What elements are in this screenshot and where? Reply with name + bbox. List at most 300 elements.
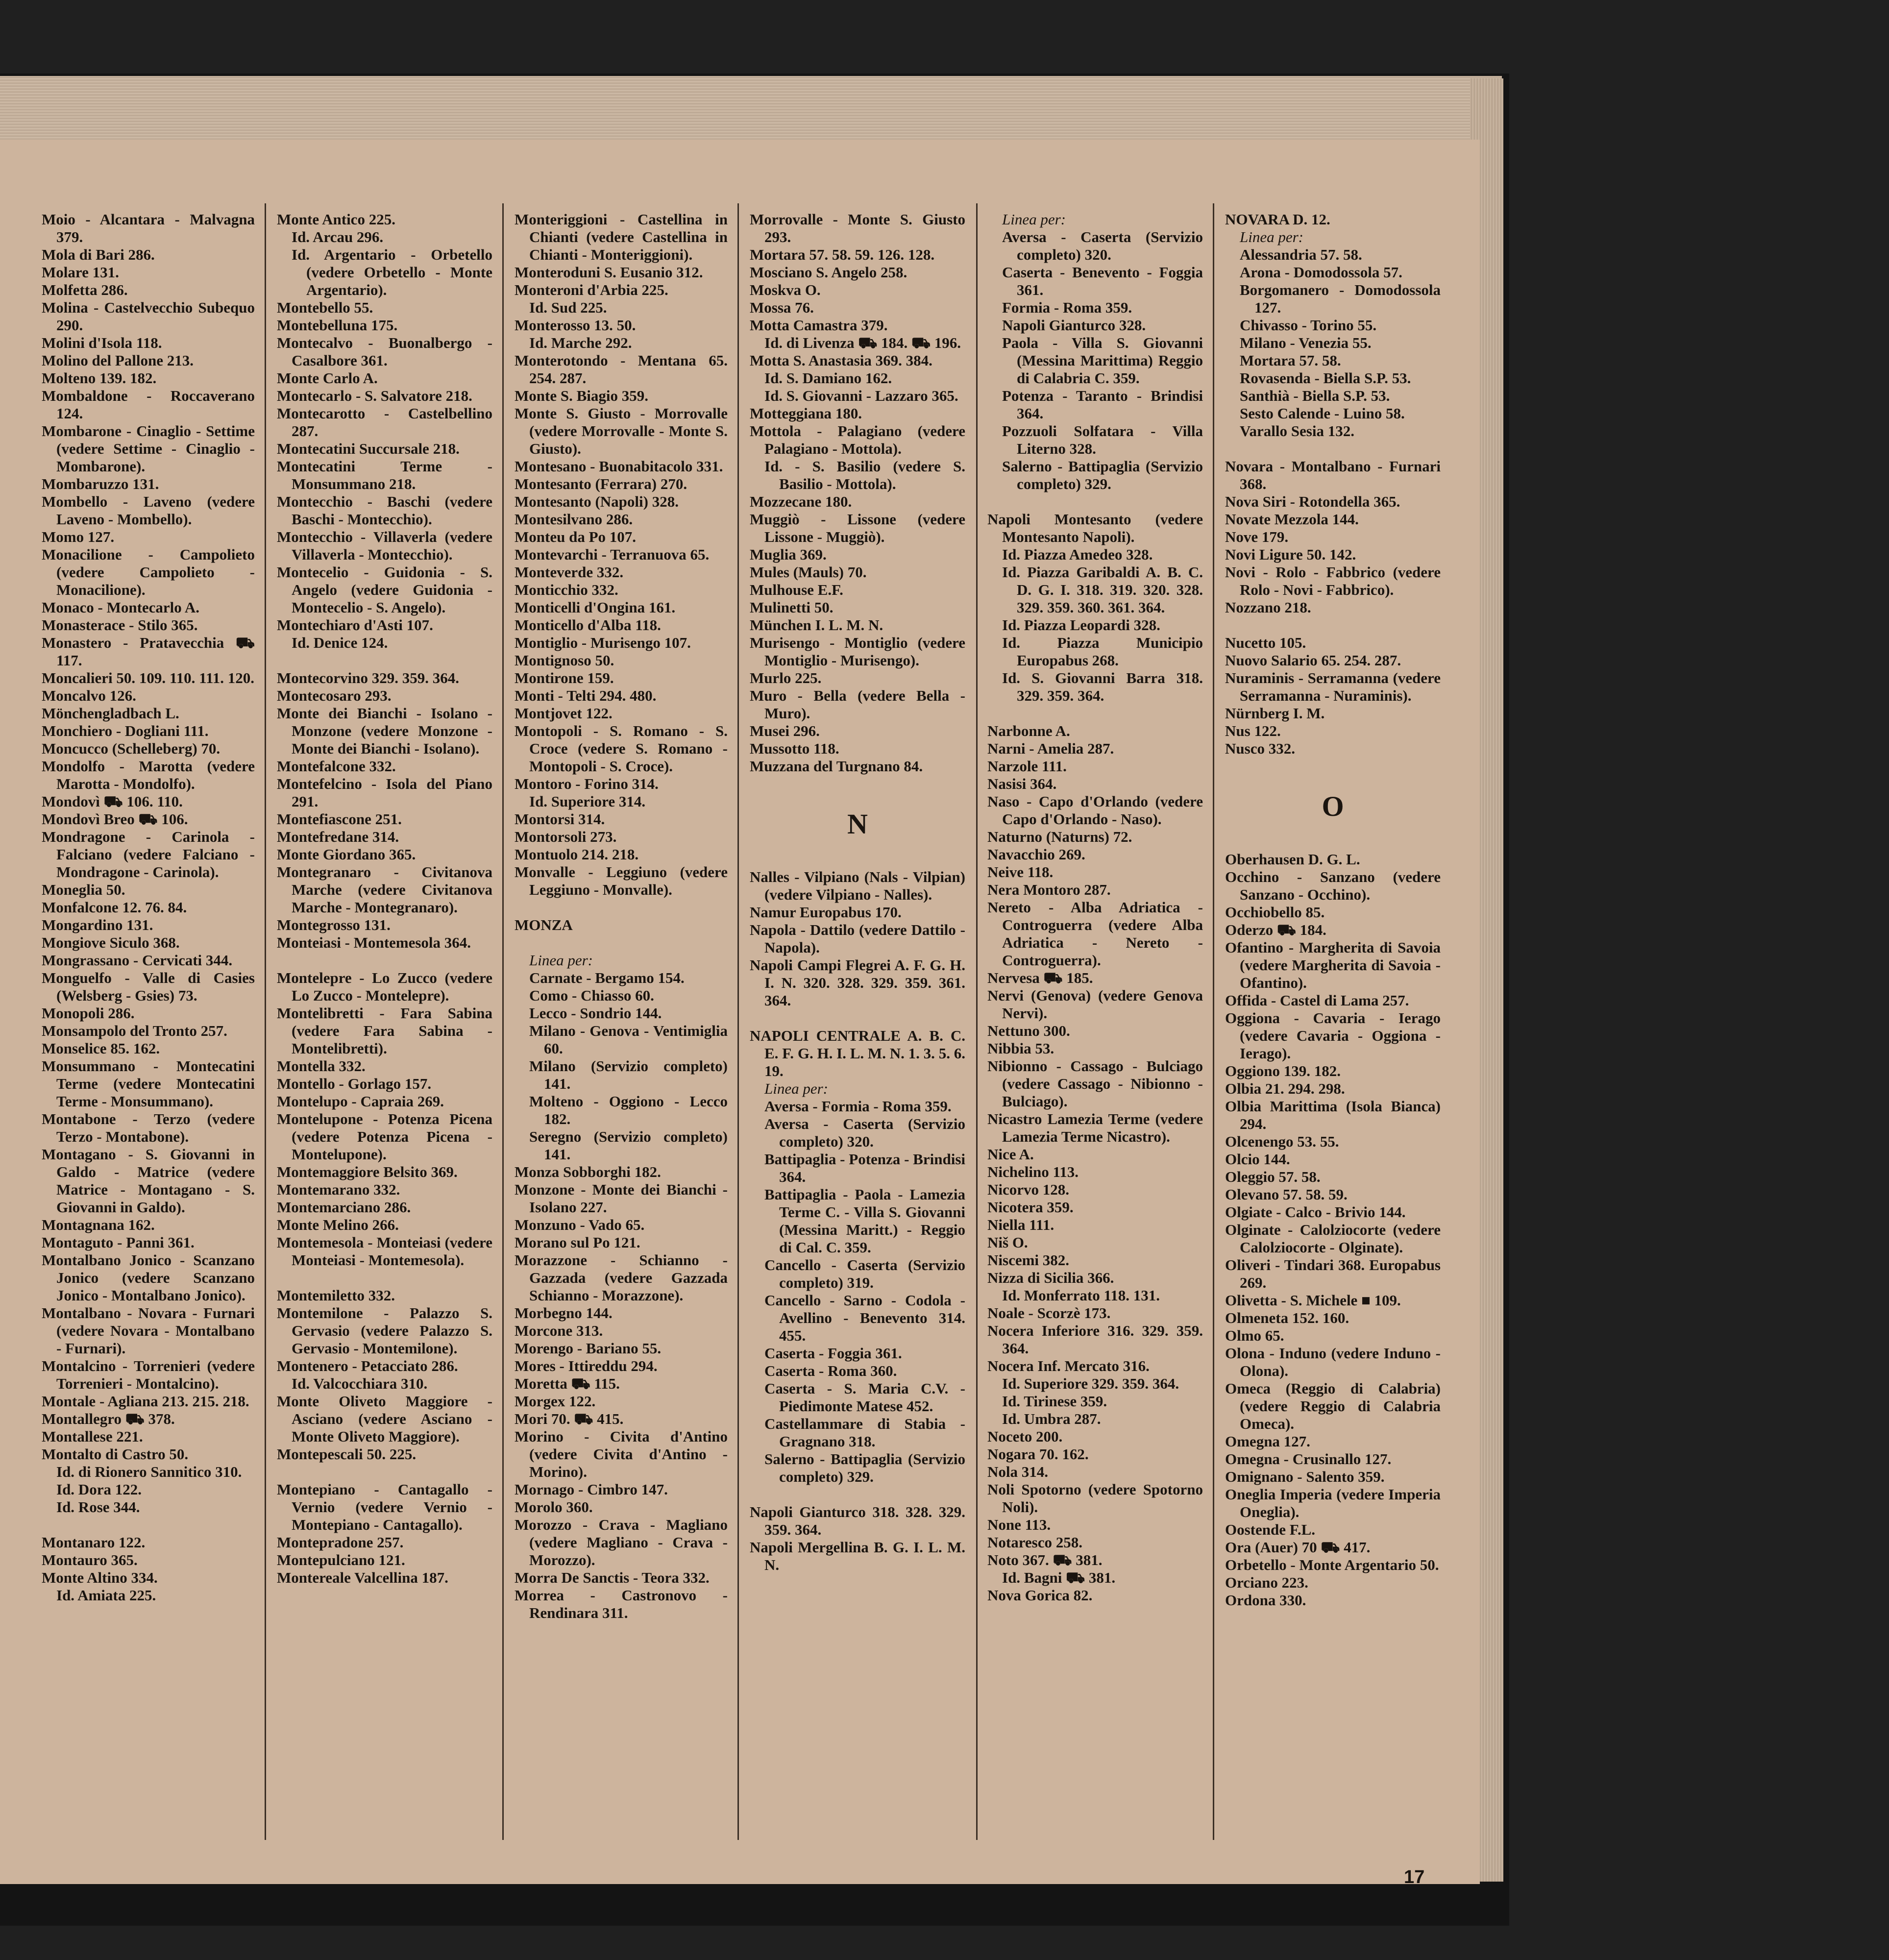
index-entry: Molare 131. — [42, 264, 119, 281]
index-entry: Monteverde 332. — [515, 564, 624, 581]
index-entry: Oggiono 139. 182. — [1225, 1062, 1341, 1079]
index-entry: Niella 111. — [987, 1216, 1055, 1233]
index-entry: NOVARA D. 12. — [1225, 211, 1330, 228]
index-entry: Occhiobello 85. — [1225, 904, 1325, 921]
index-entry: Caserta - Benevento - Foggia 361. — [1002, 264, 1203, 298]
index-entry: Nichelino 113. — [987, 1163, 1079, 1180]
index-entry: Montesilvano 286. — [515, 511, 633, 528]
index-entry: Mortara 57. 58. — [1240, 352, 1341, 369]
index-entry: Monte dei Bianchi - Isolano - Monzone (vedere Monzone - Monte dei Bianchi - Isolano). — [277, 705, 492, 757]
index-entry: Montuolo 214. 218. — [515, 846, 639, 863]
index-entry: Montecarotto - Castelbellino 287. — [277, 405, 492, 440]
index-entry: Id. Amiata 225. — [56, 1587, 156, 1604]
index-entry: Morrovalle - Monte S. Giusto 293. — [750, 211, 965, 245]
entry-gap — [1225, 440, 1441, 458]
index-entry: Muro - Bella (vedere Bella - Muro). — [750, 687, 965, 722]
index-entry: Montesanto (Napoli) 328. — [515, 493, 679, 510]
index-entry: Id. Piazza Garibaldi A. B. C. D. G. I. 318. 319. 320. 328. 329. 359. 360. 361. 364. — [1002, 564, 1203, 616]
index-entry: Morano sul Po 121. — [515, 1234, 640, 1251]
index-entry: Id. Marche 292. — [529, 334, 632, 351]
index-entry: Monticelli d'Ongina 161. — [515, 599, 676, 616]
index-entry: Orciano 223. — [1225, 1574, 1308, 1591]
index-entry: Montecalvo - Buonalbergo - Casalbore 361. — [277, 334, 492, 369]
line-heading: Linea per: — [1240, 228, 1304, 245]
index-entry: Arona - Domodossola 57. — [1240, 264, 1402, 281]
index-entry: Nasisi 364. — [987, 775, 1057, 792]
index-entry: Mombaldone - Roccaverano 124. — [42, 387, 255, 422]
index-entry: Nocera Inf. Mercato 316. — [987, 1357, 1150, 1374]
index-entry: Naso - Capo d'Orlando (vedere Capo d'Orlando - Naso). — [987, 793, 1203, 828]
index-entry: Ofantino - Margherita di Savoia (vedere Margherita di Savoia - Ofantino). — [1225, 939, 1441, 991]
index-entry: Montepradone 257. — [277, 1534, 404, 1551]
index-entry: Id. Piazza Amedeo 328. — [1002, 546, 1153, 563]
index-entry: Rovasenda - Biella S.P. 53. — [1240, 369, 1411, 387]
index-entry: Olona - Induno (vedere Induno - Olona). — [1225, 1345, 1441, 1379]
index-entry: Montallese 221. — [42, 1428, 143, 1445]
index-entry: Oberhausen D. G. L. — [1225, 851, 1360, 868]
entry-gap — [515, 899, 728, 916]
index-entry: Mombello - Laveno (vedere Laveno - Mombello). — [42, 493, 255, 528]
index-entry: Montereale Valcellina 187. — [277, 1569, 448, 1586]
index-entry: Morgex 122. — [515, 1393, 596, 1410]
index-entry: Montallegro ⛟ 378. — [42, 1410, 175, 1427]
index-entry: Id. Dora 122. — [56, 1481, 142, 1498]
index-entry: Nibionno - Cassago - Bulciago (vedere Cassago - Nibionno - Bulciago). — [987, 1057, 1203, 1110]
index-entry: Oliveri - Tindari 368. Europabus 269. — [1225, 1256, 1441, 1291]
index-entry: Narzole 111. — [987, 758, 1067, 775]
index-entry: München I. L. M. N. — [750, 616, 883, 634]
index-entry: Nibbia 53. — [987, 1040, 1055, 1057]
index-entry: Mönchengladbach L. — [42, 705, 179, 722]
index-entry: Motta S. Anastasia 369. 384. — [750, 352, 932, 369]
index-entry: Mombarone - Cinaglio - Settime (vedere Settime - Cinaglio - Mombarone). — [42, 422, 255, 475]
index-entry: Moio - Alcantara - Malvagna 379. — [42, 211, 255, 245]
index-entry: Santhià - Biella S.P. 53. — [1240, 387, 1390, 404]
index-entry: Montesanto (Ferrara) 270. — [515, 475, 687, 492]
index-entry: Montjovet 122. — [515, 705, 613, 722]
index-entry: Monte Oliveto Maggiore - Asciano (vedere Asciano - Monte Oliveto Maggiore). — [277, 1393, 492, 1445]
index-entry: Montalto di Castro 50. — [42, 1446, 189, 1463]
index-entry: Monsampolo del Tronto 257. — [42, 1022, 227, 1039]
index-entry: Milano - Genova - Ventimiglia 60. — [529, 1022, 728, 1057]
index-entry: Milano - Venezia 55. — [1240, 334, 1372, 351]
index-entry: Naturno (Naturns) 72. — [987, 828, 1132, 845]
index-entry: Nus 122. — [1225, 722, 1281, 739]
index-entry: Montopoli - S. Romano - S. Croce (vedere S. Romano - Montopoli - S. Croce). — [515, 722, 728, 775]
index-entry: Cancello - Caserta (Servizio completo) 319. — [764, 1256, 965, 1291]
index-entry: Napoli Gianturco 318. 328. 329. 359. 364. — [750, 1503, 965, 1538]
index-entry: Montepulciano 121. — [277, 1551, 405, 1568]
index-entry: Molfetta 286. — [42, 281, 128, 298]
index-entry: Id. Superiore 329. 359. 364. — [1002, 1375, 1179, 1392]
index-entry: Novi - Rolo - Fabbrico (vedere Rolo - Novi - Fabbrico). — [1225, 564, 1441, 598]
index-entry: Monte Giordano 365. — [277, 846, 416, 863]
index-entry: Napoli Campi Flegrei A. F. G. H. I. N. 320. 328. 329. 359. 361. 364. — [750, 956, 965, 1009]
index-entry: Monte S. Giusto - Morrovalle (vedere Morrovalle - Monte S. Giusto). — [515, 405, 728, 457]
index-entry: Olginate - Calolziocorte (vedere Calolziocorte - Olginate). — [1225, 1221, 1441, 1256]
index-entry: Montegrosso 131. — [277, 916, 391, 933]
index-entry: Battipaglia - Paola - Lamezia Terme C. - Villa S. Giovanni (Messina Maritt.) - Reggio di Cal. C. 359. — [764, 1186, 965, 1256]
index-entry: Nove 179. — [1225, 528, 1289, 545]
index-entry: Monticello d'Alba 118. — [515, 616, 661, 634]
index-entry: Montefelcino - Isola del Piano 291. — [277, 775, 492, 810]
index-entry: Montignoso 50. — [515, 652, 614, 669]
index-entry: Montegranaro - Civitanova Marche (vedere Civitanova Marche - Montegranaro). — [277, 863, 492, 916]
index-entry: Moskva O. — [750, 281, 821, 298]
index-entry: Montorsoli 273. — [515, 828, 617, 845]
entry-gap — [750, 1009, 965, 1027]
entry-gap — [42, 1516, 255, 1534]
index-entry: Oderzo ⛟ 184. — [1225, 921, 1326, 938]
index-entry: Monfalcone 12. 76. 84. — [42, 899, 187, 916]
index-entry: Motta Camastra 379. — [750, 317, 888, 334]
index-entry: Navacchio 269. — [987, 846, 1085, 863]
index-entry: Monteriggioni - Castellina in Chianti (vedere Castellina in Chianti - Monteriggioni). — [515, 211, 728, 263]
index-entry: Milano (Servizio completo) 141. — [529, 1057, 728, 1092]
index-entry: Montecchio - Baschi (vedere Baschi - Montecchio). — [277, 493, 492, 528]
index-entry: Muggiò - Lissone (vedere Lissone - Muggiò). — [750, 511, 965, 545]
section-letter: N — [847, 808, 868, 840]
index-entry: Id. Umbra 287. — [1002, 1410, 1101, 1427]
index-entry: Mondovì Breo ⛟ 106. — [42, 810, 188, 828]
index-entry: Caserta - S. Maria C.V. - Piedimonte Matese 452. — [764, 1380, 965, 1415]
index-entry: Id. S. Damiano 162. — [764, 369, 892, 387]
index-entry: Mores - Ittireddu 294. — [515, 1357, 658, 1374]
index-entry: Id. Valcocchiara 310. — [292, 1375, 428, 1392]
index-entry: Id. Sud 225. — [529, 299, 607, 316]
index-entry: Oneglia Imperia (vedere Imperia Oneglia). — [1225, 1486, 1441, 1520]
index-entry: Montiglio - Murisengo 107. — [515, 634, 691, 651]
index-entry: Mules (Mauls) 70. — [750, 564, 867, 581]
index-entry: None 113. — [987, 1516, 1051, 1533]
index-entry: Monacilione - Campolieto (vedere Campolieto - Monacilione). — [42, 546, 255, 598]
index-entry: Montemaggiore Belsito 369. — [277, 1163, 458, 1180]
index-entry: Omegna 127. — [1225, 1433, 1310, 1450]
index-entry: Morozzo - Crava - Magliano (vedere Magliano - Crava - Morozzo). — [515, 1516, 728, 1568]
index-entry: Olmo 65. — [1225, 1327, 1284, 1344]
index-entry: Molino del Pallone 213. — [42, 352, 194, 369]
index-entry: Nicastro Lamezia Terme (vedere Lamezia Terme Nicastro). — [987, 1110, 1203, 1145]
index-entry: Molteno - Oggiono - Lecco 182. — [529, 1093, 728, 1127]
index-entry: Carnate - Bergamo 154. — [529, 969, 685, 986]
index-entry: Molini d'Isola 118. — [42, 334, 162, 351]
index-entry: Montelupo - Capraia 269. — [277, 1093, 444, 1110]
index-entry: Formia - Roma 359. — [1002, 299, 1132, 316]
index-entry: Montemesola - Monteiasi (vedere Monteiasi - Montemesola). — [277, 1234, 492, 1269]
index-entry: Pozzuoli Solfatara - Villa Literno 328. — [1002, 422, 1203, 457]
index-entry: Mosciano S. Angelo 258. — [750, 264, 908, 281]
index-entry: Molteno 139. 182. — [42, 369, 157, 387]
line-heading: Linea per: — [1002, 211, 1066, 228]
index-entry: Nucetto 105. — [1225, 634, 1306, 651]
index-entry: Nova Siri - Rotondella 365. — [1225, 493, 1400, 510]
index-entry: Montebello 55. — [277, 299, 373, 316]
index-entry: Montelibretti - Fara Sabina (vedere Fara Sabina - Montelibretti). — [277, 1004, 492, 1057]
entry-gap — [515, 934, 728, 952]
index-entry: Montagnana 162. — [42, 1216, 155, 1233]
entry-gap — [277, 652, 492, 669]
index-entry: Id. di Livenza ⛟ 184. ⛟ 196. — [764, 334, 961, 351]
index-entry: Id. Argentario - Orbetello (vedere Orbetello - Monte Argentario). — [292, 246, 492, 298]
index-entry: Montelepre - Lo Zucco (vedere Lo Zucco - Montelepre). — [277, 969, 492, 1004]
index-entry: Morazzone - Schianno - Gazzada (vedere Gazzada Schianno - Morazzone). — [515, 1251, 728, 1304]
index-entry: Morra De Sanctis - Teora 332. — [515, 1569, 710, 1586]
index-entry: Aversa - Caserta (Servizio completo) 320. — [764, 1115, 965, 1150]
index-entry: Narni - Amelia 287. — [987, 740, 1114, 757]
index-entry: Olbia Marittima (Isola Bianca) 294. — [1225, 1098, 1441, 1132]
index-entry: Morolo 360. — [515, 1498, 593, 1516]
index-entry: Morino - Civita d'Antino (vedere Civita d'Antino - Morino). — [515, 1428, 728, 1480]
index-entry: Moncalvo 126. — [42, 687, 136, 704]
index-entry: Monaco - Montecarlo A. — [42, 599, 199, 616]
index-entry: Oggiona - Cavaria - Ierago (vedere Cavaria - Oggiona - Ierago). — [1225, 1009, 1441, 1062]
index-entry: Oleggio 57. 58. — [1225, 1168, 1321, 1185]
index-entry: Monte S. Biagio 359. — [515, 387, 648, 404]
index-entry: Monopoli 286. — [42, 1004, 135, 1022]
index-entry: Monasterace - Stilo 365. — [42, 616, 198, 634]
index-entry: Nusco 332. — [1225, 740, 1295, 757]
index-entry: MONZA — [515, 916, 573, 933]
index-entry: Neive 118. — [987, 863, 1054, 881]
index-entry: Namur Europabus 170. — [750, 904, 902, 921]
index-entry: Nervesa ⛟ 185. — [987, 969, 1093, 986]
index-entry: Montecatini Succursale 218. — [277, 440, 460, 457]
index-entry: Occhino - Sanzano (vedere Sanzano - Occhino). — [1225, 868, 1441, 903]
index-entry: Moneglia 50. — [42, 881, 125, 898]
index-entry: Salerno - Battipaglia (Servizio completo) 329. — [1002, 458, 1203, 492]
index-entry: Montaguto - Panni 361. — [42, 1234, 195, 1251]
entry-gap — [750, 1486, 965, 1503]
index-entry: Alessandria 57. 58. — [1240, 246, 1362, 263]
index-entry: Montagano - S. Giovanni in Galdo - Matrice (vedere Matrice - Montagano - S. Giovanni in Galdo). — [42, 1146, 255, 1216]
index-entry: Muzzana del Turgnano 84. — [750, 758, 923, 775]
index-entry: Monselice 85. 162. — [42, 1040, 160, 1057]
index-entry: Nera Montoro 287. — [987, 881, 1111, 898]
index-column-3 — [515, 211, 728, 1622]
index-entry: Nocera Inferiore 316. 329. 359. 364. — [987, 1322, 1203, 1357]
index-entry: Montecelio - Guidonia - S. Angelo (vedere Guidonia - Montecelio - S. Angelo). — [277, 564, 492, 616]
index-entry: Montalbano Jonico - Scanzano Jonico (vedere Scanzano Jonico - Montalbano Jonico). — [42, 1251, 255, 1304]
index-entry: Mondolfo - Marotta (vedere Marotta - Mondolfo). — [42, 758, 255, 792]
index-entry: Id. S. Giovanni - Lazzaro 365. — [764, 387, 958, 404]
line-heading: Linea per: — [529, 952, 593, 969]
index-entry: Nogara 70. 162. — [987, 1446, 1089, 1463]
index-page — [0, 140, 1480, 1887]
index-entry: Monteiasi - Montemesola 364. — [277, 934, 471, 951]
index-entry: Olevano 57. 58. 59. — [1225, 1186, 1348, 1203]
index-entry: Potenza - Taranto - Brindisi 364. — [1002, 387, 1203, 422]
index-entry: Ora (Auer) 70 ⛟ 417. — [1225, 1539, 1371, 1556]
index-entry: Monvalle - Leggiuno (vedere Leggiuno - Monvalle). — [515, 863, 728, 898]
index-entry: Mori 70. ⛟ 415. — [515, 1410, 624, 1427]
index-entry: Montevarchi - Terranuova 65. — [515, 546, 710, 563]
index-entry: Monguelfo - Valle di Casies (Welsberg - Gsies) 73. — [42, 969, 255, 1004]
index-entry: Montorsi 314. — [515, 810, 605, 828]
index-entry: Id. di Rionero Sannitico 310. — [56, 1463, 242, 1480]
index-entry: Montesano - Buonabitacolo 331. — [515, 458, 723, 475]
index-entry: Morcone 313. — [515, 1322, 603, 1339]
index-entry: Montecorvino 329. 359. 364. — [277, 669, 459, 686]
index-entry: Monte Altino 334. — [42, 1569, 158, 1586]
index-entry: Napoli Montesanto (vedere Montesanto Napoli). — [987, 511, 1203, 545]
index-entry: Omeca (Reggio di Calabria) (vedere Reggio di Calabria Omeca). — [1225, 1380, 1441, 1432]
index-entry: Sesto Calende - Luino 58. — [1240, 405, 1405, 422]
index-entry: Mozzecane 180. — [750, 493, 852, 510]
index-entry: Noale - Scorzè 173. — [987, 1304, 1111, 1322]
index-column-5 — [987, 211, 1203, 1604]
index-entry: Olgiate - Calco - Brivio 144. — [1225, 1203, 1406, 1221]
index-entry: Montemilone - Palazzo S. Gervasio (vedere Palazzo S. Gervasio - Montemilone). — [277, 1304, 492, 1357]
index-entry: Oostende F.L. — [1225, 1521, 1316, 1538]
index-entry: Aversa - Formia - Roma 359. — [764, 1098, 952, 1115]
index-entry: Id. Piazza Leopardi 328. — [1002, 616, 1160, 634]
index-entry: Mornago - Cimbro 147. — [515, 1481, 668, 1498]
index-entry: Mussotto 118. — [750, 740, 839, 757]
index-entry: Napoli Mergellina B. G. I. L. M. N. — [750, 1539, 965, 1573]
entry-gap — [987, 705, 1203, 722]
index-entry: Salerno - Battipaglia (Servizio completo) 329. — [764, 1450, 965, 1485]
index-entry: Monterotondo - Mentana 65. 254. 287. — [515, 352, 728, 387]
index-entry: Id. Rose 344. — [56, 1498, 140, 1516]
index-entry: Caserta - Foggia 361. — [764, 1345, 902, 1362]
index-entry: Mondragone - Carinola - Falciano (vedere Falciano - Mondragone - Carinola). — [42, 828, 255, 881]
index-entry: Monti - Telti 294. 480. — [515, 687, 657, 704]
index-entry: Narbonne A. — [987, 722, 1070, 739]
index-entry: Monza Sobborghi 182. — [515, 1163, 661, 1180]
index-entry: Novi Ligure 50. 142. — [1225, 546, 1356, 563]
index-entry: Nuovo Salario 65. 254. 287. — [1225, 652, 1401, 669]
index-entry: Murlo 225. — [750, 669, 822, 686]
index-entry: Id. Bagni ⛟ 381. — [1002, 1569, 1116, 1586]
index-entry: Montalbano - Novara - Furnari (vedere Novara - Montalbano - Furnari). — [42, 1304, 255, 1357]
index-entry: Montecchio - Villaverla (vedere Villaverla - Montecchio). — [277, 528, 492, 563]
index-entry: Monzone - Monte dei Bianchi - Isolano 227. — [515, 1181, 728, 1216]
index-entry: Paola - Villa S. Giovanni (Messina Marittima) Reggio di Calabria C. 359. — [1002, 334, 1203, 387]
index-entry: Moncalieri 50. 109. 110. 111. 120. — [42, 669, 254, 686]
index-entry: Mombaruzzo 131. — [42, 475, 159, 492]
index-entry: Notaresco 258. — [987, 1534, 1082, 1551]
index-entry: Omignano - Salento 359. — [1225, 1468, 1385, 1485]
index-entry: Ordona 330. — [1225, 1592, 1306, 1609]
index-entry: Mongiove Siculo 368. — [42, 934, 180, 951]
index-entry: Nervi (Genova) (vedere Genova Nervi). — [987, 987, 1203, 1022]
index-entry: Nalles - Vilpiano (Nals - Vilpian) (vedere Vilpiano - Nalles). — [750, 868, 965, 903]
index-entry: Mondovì ⛟ 106. 110. — [42, 793, 183, 810]
index-entry: Caserta - Roma 360. — [764, 1362, 897, 1379]
index-entry: Montecatini Terme - Monsummano 218. — [277, 458, 492, 492]
index-entry: Muglia 369. — [750, 546, 827, 563]
index-entry: Castellammare di Stabia - Gragnano 318. — [764, 1415, 965, 1450]
index-entry: Montefalcone 332. — [277, 758, 396, 775]
index-entry: Montechiaro d'Asti 107. — [277, 616, 433, 634]
entry-gap — [987, 493, 1203, 511]
entry-gap — [1225, 616, 1441, 634]
entry-gap — [277, 952, 492, 969]
index-entry: Id. Superiore 314. — [529, 793, 646, 810]
index-entry: Montirone 159. — [515, 669, 614, 686]
line-heading: Linea per: — [764, 1080, 829, 1097]
index-entry: Lecco - Sondrio 144. — [529, 1004, 662, 1022]
index-entry: Mulhouse E.F. — [750, 581, 843, 598]
index-entry: Montefiascone 251. — [277, 810, 402, 828]
index-entry: Morbegno 144. — [515, 1304, 613, 1322]
index-entry: Monte Carlo A. — [277, 369, 378, 387]
index-entry: Montello - Gorlago 157. — [277, 1075, 432, 1092]
index-entry: Montepescali 50. 225. — [277, 1446, 417, 1463]
index-column-1 — [42, 211, 255, 1604]
index-entry: Nuraminis - Serramanna (vedere Serramanna - Nuraminis). — [1225, 669, 1441, 704]
index-entry: Nizza di Sicilia 366. — [987, 1269, 1114, 1286]
index-entry: Montalcino - Torrenieri (vedere Torrenieri - Montalcino). — [42, 1357, 255, 1392]
index-entry: Moretta ⛟ 115. — [515, 1375, 620, 1392]
index-entry: Monticchio 332. — [515, 581, 618, 598]
index-entry: Monzuno - Vado 65. — [515, 1216, 645, 1233]
index-entry: Varallo Sesia 132. — [1240, 422, 1354, 440]
section-letter: O — [1322, 790, 1344, 822]
index-column-2 — [277, 211, 492, 1587]
index-entry: Noto 367. ⛟ 381. — [987, 1551, 1103, 1568]
index-entry: Monteroduni S. Eusanio 312. — [515, 264, 703, 281]
index-entry: Montemarciano 286. — [277, 1199, 411, 1216]
index-entry: Montelupone - Potenza Picena (vedere Potenza Picena - Montelupone). — [277, 1110, 492, 1163]
index-entry: Nicorvo 128. — [987, 1181, 1070, 1198]
index-entry: Chivasso - Torino 55. — [1240, 317, 1377, 334]
index-entry: Montauro 365. — [42, 1551, 138, 1568]
index-entry: Monte Antico 225. — [277, 211, 395, 228]
index-entry: Montoro - Forino 314. — [515, 775, 659, 792]
index-entry: Montabone - Terzo (vedere Terzo - Montabone). — [42, 1110, 255, 1145]
index-entry: Id. Piazza Municipio Europabus 268. — [1002, 634, 1203, 669]
index-entry: Monteu da Po 107. — [515, 528, 636, 545]
index-columns — [0, 211, 1470, 1828]
index-entry: Monsummano - Montecatini Terme (vedere Montecatini Terme - Monsummano). — [42, 1057, 255, 1110]
index-entry: Mola di Bari 286. — [42, 246, 155, 263]
index-entry: Olcio 144. — [1225, 1151, 1290, 1168]
index-entry: Olcenengo 53. 55. — [1225, 1133, 1339, 1150]
index-entry: Molina - Castelvecchio Subequo 290. — [42, 299, 255, 334]
index-entry: Nettuno 300. — [987, 1022, 1070, 1039]
index-entry: Morengo - Bariano 55. — [515, 1340, 662, 1357]
index-column-6 — [1225, 211, 1441, 1609]
index-entry: Omegna - Crusinallo 127. — [1225, 1450, 1392, 1468]
index-entry: Momo 127. — [42, 528, 115, 545]
entry-gap — [277, 1463, 492, 1481]
index-entry: NAPOLI CENTRALE A. B. C. E. F. G. H. I. L. M. N. 1. 3. 5. 6. 19. — [750, 1027, 965, 1079]
index-entry: Offida - Castel di Lama 257. — [1225, 992, 1409, 1009]
index-entry: Olmeneta 152. 160. — [1225, 1309, 1349, 1326]
index-entry: Nereto - Alba Adriatica - Controguerra (vedere Alba Adriatica - Nereto - Controguerra). — [987, 899, 1203, 969]
index-entry: Montepiano - Cantagallo - Vernio (vedere Vernio - Montepiano - Cantagallo). — [277, 1481, 492, 1533]
index-entry: Montanaro 122. — [42, 1534, 146, 1551]
index-entry: Nova Gorica 82. — [987, 1587, 1093, 1604]
index-entry: Mongrassano - Cervicati 344. — [42, 952, 233, 969]
index-entry: Noceto 200. — [987, 1428, 1063, 1445]
index-entry: Montemarano 332. — [277, 1181, 400, 1198]
index-entry: Montale - Agliana 213. 215. 218. — [42, 1393, 249, 1410]
index-entry: Morrea - Castronovo - Rendinara 311. — [515, 1587, 728, 1621]
index-entry: Id. Denice 124. — [292, 634, 388, 651]
index-entry: Olbia 21. 294. 298. — [1225, 1080, 1345, 1097]
index-entry: Monastero - Pratavecchia ⛟ 117. — [42, 634, 255, 669]
index-entry: Motteggiana 180. — [750, 405, 862, 422]
index-entry: Como - Chiasso 60. — [529, 987, 654, 1004]
index-entry: Nicotera 359. — [987, 1199, 1074, 1216]
index-entry: Olivetta - S. Michele ■ 109. — [1225, 1292, 1401, 1309]
index-entry: Id. Arcau 296. — [292, 228, 384, 245]
index-entry: Mongardino 131. — [42, 916, 153, 933]
index-entry: Novate Mezzola 144. — [1225, 511, 1359, 528]
index-entry: Mossa 76. — [750, 299, 814, 316]
